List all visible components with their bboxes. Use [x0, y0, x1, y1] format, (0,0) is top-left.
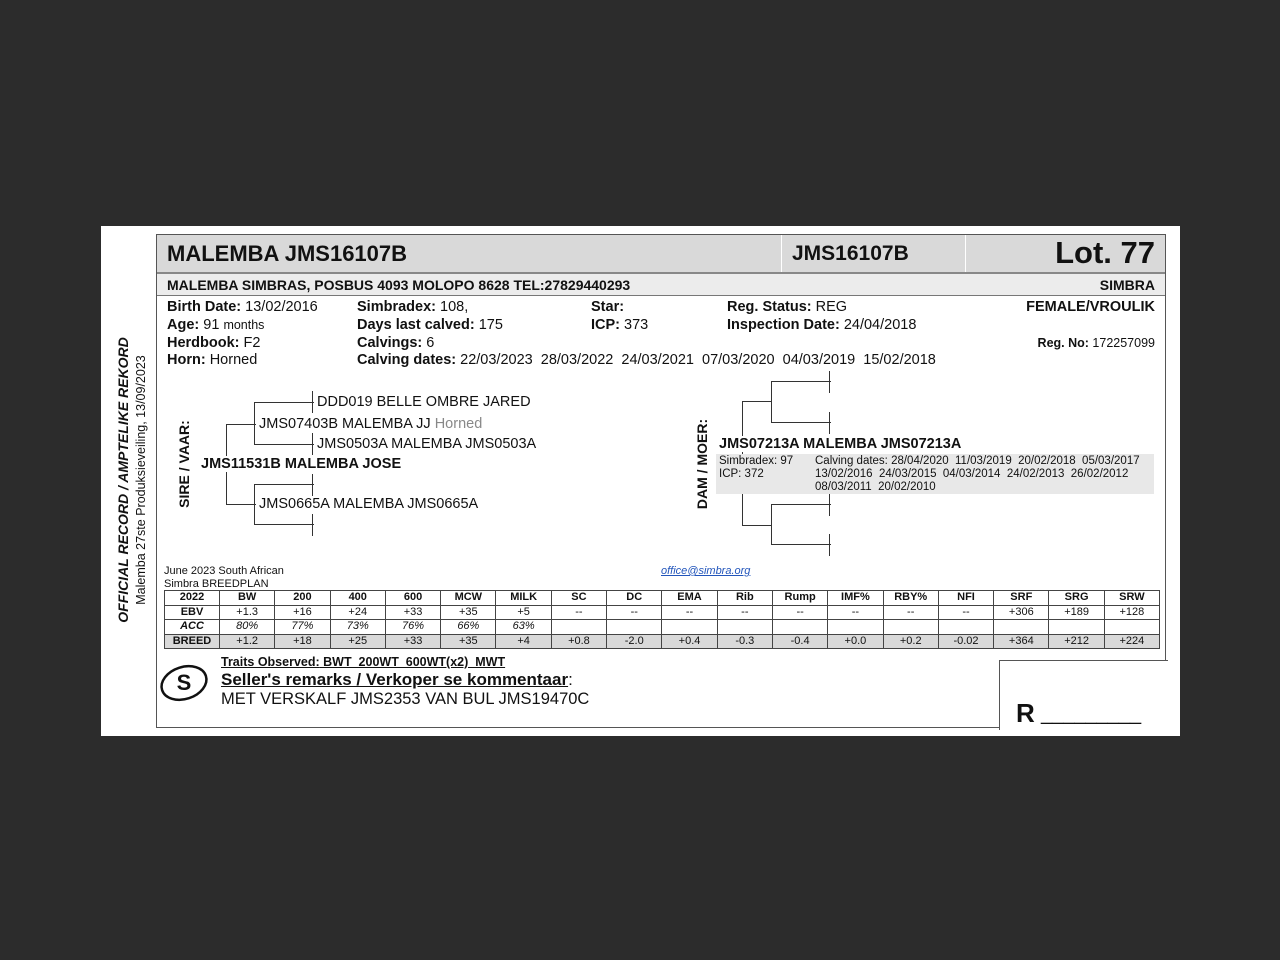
reg-status: Reg. Status: REG — [727, 299, 848, 315]
calving-dates: Calving dates: 22/03/2023 28/03/2022 24/03/2021 07/03/2020 04/03/2019 15/02/2018 — [357, 352, 936, 368]
pedigree-line — [254, 402, 314, 403]
breed-cell: +18 — [275, 634, 330, 649]
animal-name: MALEMBA JMS16107B — [167, 241, 408, 266]
sire-label: SIRE / VAAR: — [176, 420, 192, 508]
ebv-cell: +128 — [1104, 605, 1159, 620]
pedigree-line — [742, 525, 772, 526]
ebv-header-cell: SRW — [1104, 591, 1159, 606]
ebv-cell: -- — [717, 605, 772, 620]
price-label: R — [1016, 698, 1035, 728]
sire-sire: JMS07403B MALEMBA JJ Horned — [259, 416, 483, 432]
pedigree-line — [312, 474, 313, 496]
pedigree-line — [254, 444, 314, 445]
breed-name: SIMBRA — [1099, 277, 1155, 293]
pedigree-line — [829, 534, 830, 556]
pedigree-line — [771, 504, 772, 545]
dam-calving-dates: 13/02/2016 24/03/2015 04/03/2014 24/02/2013 26/02/2012 — [815, 468, 1129, 480]
acc-cell: ACC — [165, 620, 220, 635]
ebv-header-row — [165, 591, 1160, 606]
ebv-header-cell: SRF — [994, 591, 1049, 606]
ebv-cell: +35 — [441, 605, 496, 620]
ebv-row — [165, 605, 1160, 620]
ebv-table — [164, 590, 1160, 649]
dam-name: JMS07213A MALEMBA JMS07213A — [719, 436, 962, 452]
traits-observed: Traits Observed: BWT 200WT 600WT(x2) MWT — [221, 655, 506, 669]
pedigree-line — [771, 544, 831, 545]
ebv-cell: -- — [883, 605, 938, 620]
days-last-calved: Days last calved: 175 — [357, 317, 503, 333]
pedigree-line — [742, 401, 772, 402]
pedigree-line — [312, 391, 313, 413]
ebv-cell: +16 — [275, 605, 330, 620]
ebv-cell: -- — [662, 605, 717, 620]
ebv-cell: -- — [938, 605, 993, 620]
reg-number: Reg. No: 172257099 — [1037, 336, 1155, 350]
acc-cell: 77% — [275, 620, 330, 635]
pedigree-line — [226, 504, 256, 505]
ebv-cell: +33 — [385, 605, 440, 620]
horn-note: Horned — [434, 416, 483, 432]
breed-cell: +35 — [441, 634, 496, 649]
icp: ICP: 373 — [591, 317, 649, 333]
acc-cell — [938, 620, 993, 635]
age: Age: 91 months — [167, 317, 265, 333]
acc-cell — [994, 620, 1049, 635]
breedplan-label: June 2023 South African — [164, 565, 284, 577]
acc-row — [165, 620, 1160, 635]
star: Star: — [591, 299, 625, 315]
lot-number: Lot. 77 — [1055, 235, 1155, 270]
ebv-header-cell: EMA — [662, 591, 717, 606]
dam-label: DAM / MOER: — [694, 418, 710, 510]
acc-cell — [828, 620, 883, 635]
sire-sire-dam: JMS0503A MALEMBA JMS0503A — [317, 436, 537, 452]
breed-cell: -2.0 — [607, 634, 662, 649]
ebv-header-cell: Rump — [772, 591, 827, 606]
breed-cell: +33 — [385, 634, 440, 649]
pedigree-line — [771, 381, 831, 382]
pedigree-line — [829, 371, 830, 393]
dam-calving-dates: Calving dates: 28/04/2020 11/03/2019 20/02/2018 05/03/2017 — [815, 455, 1140, 467]
horn: Horn: Horned — [167, 352, 258, 368]
logo-letter: S — [176, 670, 192, 695]
ebv-cell: -- — [772, 605, 827, 620]
ebv-cell: +189 — [1049, 605, 1104, 620]
ebv-cell: +1.3 — [220, 605, 275, 620]
ebv-header-cell: SRG — [1049, 591, 1104, 606]
breed-row — [165, 634, 1160, 649]
price-line[interactable]: _________ — [1041, 703, 1142, 725]
breed-cell: +364 — [994, 634, 1049, 649]
ebv-header-cell: 400 — [330, 591, 385, 606]
ebv-cell: -- — [607, 605, 662, 620]
ebv-cell: +24 — [330, 605, 385, 620]
acc-cell: 63% — [496, 620, 551, 635]
header-divider — [781, 235, 782, 272]
breed-cell: -0.3 — [717, 634, 772, 649]
pedigree-line — [254, 524, 314, 525]
pedigree-line — [226, 424, 256, 425]
ebv-header-cell: 2022 — [165, 591, 220, 606]
sale-event-label: Malemba 27ste Produksieveiling, 13/09/2023 — [134, 355, 148, 605]
official-record-label: OFFICIAL RECORD / AMPTELIKE REKORD — [115, 337, 131, 623]
birth-date: Birth Date: 13/02/2016 — [167, 299, 318, 315]
pedigree-line — [254, 484, 255, 525]
inspection-date: Inspection Date: 24/04/2018 — [727, 317, 917, 333]
breed-cell: -0.02 — [938, 634, 993, 649]
remarks-value: MET VERSKALF JMS2353 VAN BUL JMS19470C — [221, 690, 590, 708]
ebv-header-cell: 200 — [275, 591, 330, 606]
breed-cell: +0.8 — [551, 634, 606, 649]
email-link[interactable]: office@simbra.org — [661, 565, 751, 577]
pedigree-line — [829, 494, 830, 516]
breed-cell: +25 — [330, 634, 385, 649]
pedigree-line — [771, 422, 831, 423]
breed-cell: -0.4 — [772, 634, 827, 649]
ebv-cell: -- — [828, 605, 883, 620]
pedigree-line — [829, 412, 830, 434]
dam-simbradex: Simbradex: 97 — [719, 455, 794, 467]
herdbook: Herdbook: F2 — [167, 335, 261, 351]
acc-cell — [717, 620, 772, 635]
acc-cell — [1104, 620, 1159, 635]
acc-cell — [607, 620, 662, 635]
simbra-logo-icon — [158, 658, 210, 704]
simbradex: Simbradex: 108, — [357, 299, 469, 315]
dam-icp: ICP: 372 — [719, 468, 764, 480]
acc-cell: 66% — [441, 620, 496, 635]
ebv-cell: -- — [551, 605, 606, 620]
breed-cell: +1.2 — [220, 634, 275, 649]
acc-cell — [1049, 620, 1104, 635]
breed-cell: +212 — [1049, 634, 1104, 649]
ebv-cell: +306 — [994, 605, 1049, 620]
breed-cell: BREED — [165, 634, 220, 649]
ebv-header-cell: MCW — [441, 591, 496, 606]
ebv-header-cell: DC — [607, 591, 662, 606]
acc-cell — [883, 620, 938, 635]
sire-dam: JMS0665A MALEMBA JMS0665A — [259, 496, 479, 512]
breed-cell: +4 — [496, 634, 551, 649]
ebv-header-cell: RBY% — [883, 591, 938, 606]
ebv-cell: EBV — [165, 605, 220, 620]
ebv-header-cell: MILK — [496, 591, 551, 606]
pedigree-line — [771, 504, 831, 505]
sire-name: JMS11531B MALEMBA JOSE — [201, 456, 402, 472]
acc-cell — [662, 620, 717, 635]
breed-cell: +0.4 — [662, 634, 717, 649]
pedigree-line — [312, 514, 313, 536]
sex: FEMALE/VROULIK — [1026, 299, 1155, 315]
breed-cell: +0.2 — [883, 634, 938, 649]
breed-cell: +224 — [1104, 634, 1159, 649]
sire-sire-sire: DDD019 BELLE OMBRE JARED — [317, 394, 531, 410]
ebv-header-cell: Rib — [717, 591, 772, 606]
remarks-label: Seller's remarks / Verkoper se kommentaar: — [221, 670, 573, 689]
dam-calving-dates: 08/03/2011 20/02/2010 — [815, 481, 936, 493]
breedplan-label: Simbra BREEDPLAN — [164, 578, 269, 590]
pedigree-line — [771, 381, 772, 423]
ebv-header-cell: IMF% — [828, 591, 883, 606]
header-divider — [965, 235, 966, 272]
ebv-header-cell: BW — [220, 591, 275, 606]
ebv-header-cell: 600 — [385, 591, 440, 606]
acc-cell: 73% — [330, 620, 385, 635]
pedigree-line — [312, 433, 313, 455]
acc-cell — [551, 620, 606, 635]
pedigree-line — [254, 484, 314, 485]
breed-cell: +0.0 — [828, 634, 883, 649]
acc-cell: 76% — [385, 620, 440, 635]
ebv-header-cell: SC — [551, 591, 606, 606]
pedigree-line — [254, 402, 255, 445]
calvings: Calvings: 6 — [357, 335, 435, 351]
ebv-cell: +5 — [496, 605, 551, 620]
breeder-info: MALEMBA SIMBRAS, POSBUS 4093 MOLOPO 8628 TEL:27829440293 — [167, 277, 631, 293]
acc-cell — [772, 620, 827, 635]
ebv-header-cell: NFI — [938, 591, 993, 606]
acc-cell: 80% — [220, 620, 275, 635]
animal-id: JMS16107B — [792, 242, 909, 265]
